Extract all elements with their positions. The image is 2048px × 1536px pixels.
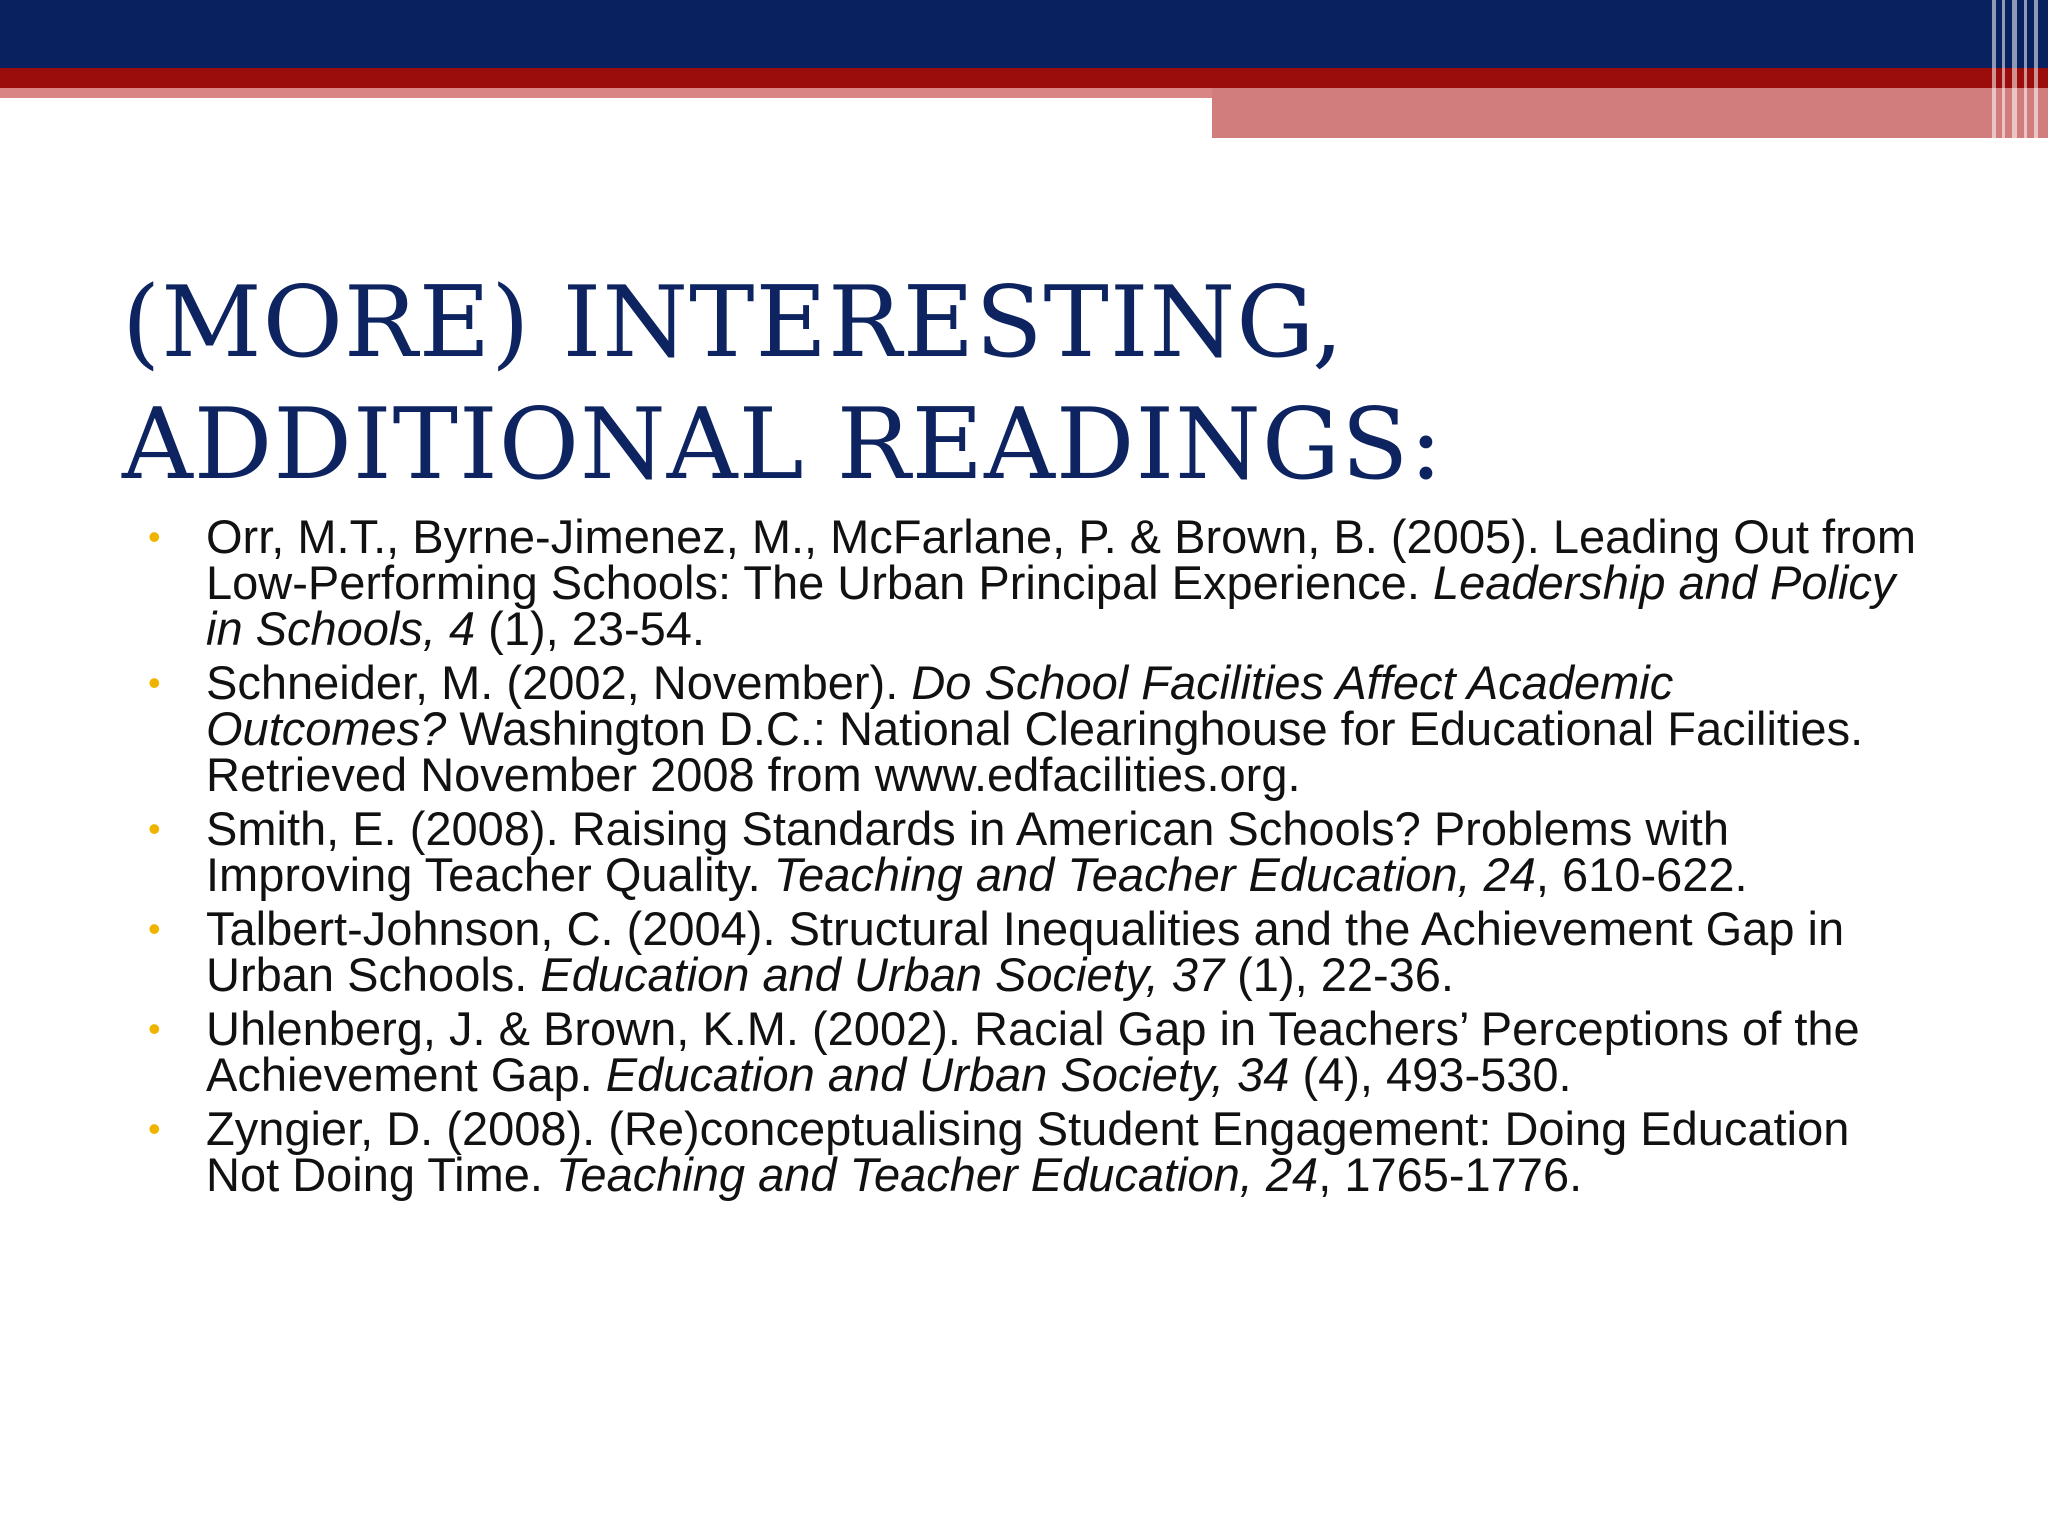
reference-item (148, 1102, 1918, 1201)
header-navy-band (0, 0, 2048, 68)
reference-journal: Teaching and Teacher Education, 24 (773, 848, 1536, 901)
bullet-icon: • (148, 1008, 161, 1049)
reference-item (148, 902, 1918, 1001)
reference-journal: Education and Urban Society, 37 (540, 948, 1225, 1001)
reference-item (148, 802, 1918, 901)
reference-journal: Education and Urban Society, 34 (605, 1048, 1290, 1101)
slide-title: (MORE) INTERESTING, ADDITIONAL READINGS: (122, 266, 1444, 502)
reference-details: (1), 23-54. (475, 602, 705, 655)
reference-list (148, 510, 1918, 1206)
header-pink-wide-band (1212, 88, 2048, 138)
reference-text: Orr, M.T., Byrne-Jimenez, M., McFarlane, P. & Brown, B. (2005). Leading Out from Low-Performing Schools: The Urban Principal Experience. (206, 510, 1917, 609)
reference-text: Talbert-Johnson, C. (2004). Structural Inequalities and the Achievement Gap in Urban Schools. (206, 902, 1845, 1001)
reference-text: Uhlenberg, J. & Brown, K.M. (2002). Racial Gap in Teachers’ Perceptions of the Achievement Gap. (206, 1002, 1860, 1101)
reference-text: Zyngier, D. (2008). (Re)conceptualising Student Engagement: Doing Education Not Doing Time. (206, 1102, 1850, 1201)
header-pink-thin-band (0, 88, 1212, 98)
reference-details: (1), 22-36. (1224, 948, 1454, 1001)
bullet-icon: • (148, 662, 161, 703)
reference-journal: Teaching and Teacher Education, 24 (556, 1148, 1319, 1201)
header-red-band (0, 68, 2048, 88)
reference-details: , 1765-1776. (1318, 1148, 1583, 1201)
reference-item (148, 510, 1918, 655)
bullet-icon: • (148, 516, 161, 557)
reference-details: Washington D.C.: National Clearinghouse for Educational Facilities. Retrieved November 2008 from www.edfacilities.org. (206, 702, 1864, 801)
reference-text: Smith, E. (2008). Raising Standards in American Schools? Problems with Improving Teacher Quality. (206, 802, 1729, 901)
reference-item (148, 1002, 1918, 1101)
bullet-icon: • (148, 908, 161, 949)
reference-journal: Leadership and Policy in Schools, 4 (206, 556, 1896, 655)
reference-text: Schneider, M. (2002, November). (206, 656, 912, 709)
reference-details: (4), 493-530. (1289, 1048, 1572, 1101)
header-decorative-stripes (1988, 0, 2048, 138)
bullet-icon: • (148, 808, 161, 849)
reference-details: , 610-622. (1535, 848, 1748, 901)
reference-item (148, 656, 1918, 801)
bullet-icon: • (148, 1108, 161, 1149)
reference-journal: Do School Facilities Affect Academic Outcomes? (206, 656, 1674, 755)
